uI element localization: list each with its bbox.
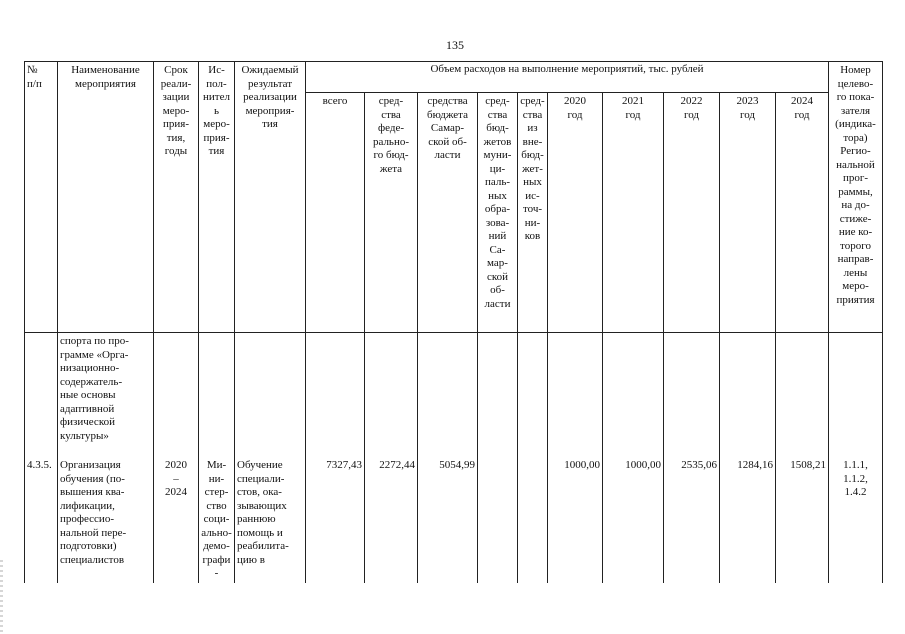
header-term: Срок реали- зации меро- прия- тия, годы (154, 62, 199, 333)
row-regional: 5054,99 (418, 457, 478, 583)
header-result: Ожидаемый результат реализации мероприя- тия (235, 62, 306, 333)
row-name: Организация обучения (по- вышения ква- лификации, профессио- нальной пере- подготовки) специалистов (58, 457, 154, 583)
row-total: 7327,43 (306, 457, 365, 583)
header-year-2020: 2020 год (548, 93, 603, 333)
header-num: № п/п (25, 62, 58, 333)
row-2022: 2535,06 (664, 457, 720, 583)
cell-regional (418, 333, 478, 458)
cell-extrabudget (518, 333, 548, 458)
expenses-table (24, 61, 883, 583)
row-2020: 1000,00 (548, 457, 603, 583)
header-federal: сред- ства феде- рально- го бюд- жета (365, 93, 418, 333)
cell-term (154, 333, 199, 458)
cell-num (25, 333, 58, 458)
header-expenses-group: Объем расходов на выполнение мероприятий, тыс. рублей (306, 62, 829, 93)
cell-result (235, 333, 306, 458)
header-regional: средства бюджета Самар- ской об- ласти (418, 93, 478, 333)
header-name: Наименование мероприятия (58, 62, 154, 333)
cell-2021 (603, 333, 664, 458)
cell-municipal (478, 333, 518, 458)
cell-total (306, 333, 365, 458)
cell-executor (199, 333, 235, 458)
table-row-4-3-5 (25, 457, 883, 583)
cell-2024 (776, 333, 829, 458)
row-extrabudget (518, 457, 548, 583)
row-municipal (478, 457, 518, 583)
cell-federal (365, 333, 418, 458)
row-2023: 1284,16 (720, 457, 776, 583)
row-num: 4.3.5. (25, 457, 58, 583)
cell-2023 (720, 333, 776, 458)
row-term: 2020 – 2024 (154, 457, 199, 583)
row-result: Обучение специали- стов, ока- зывающих раннюю помощь и реабилита- цию в (235, 457, 306, 583)
header-year-2024: 2024 год (776, 93, 829, 333)
cell-name: спорта по про- грамме «Орга- низационно- содержатель- ные основы адаптивной физической культуры» (58, 333, 154, 458)
row-federal: 2272,44 (365, 457, 418, 583)
page-number: 135 (446, 38, 464, 52)
header-year-2023: 2023 год (720, 93, 776, 333)
row-2021: 1000,00 (603, 457, 664, 583)
cell-indicator (829, 333, 883, 458)
table-header-row (25, 62, 883, 93)
row-2024: 1508,21 (776, 457, 829, 583)
header-year-2022: 2022 год (664, 93, 720, 333)
row-executor: Ми- ни- стер- ство соци- ально- демо- графи- (199, 457, 235, 583)
header-total: всего (306, 93, 365, 333)
header-executor: Ис- пол- нитель меро- прия- тия (199, 62, 235, 333)
cell-2022 (664, 333, 720, 458)
cell-2020 (548, 333, 603, 458)
row-indicator: 1.1.1, 1.1.2, 1.4.2 (829, 457, 883, 583)
table-row-continuation (25, 333, 883, 458)
header-indicator: Номер целево- го пока- зателя (индика- тора) Регио- нальной прог- раммы, на до- стиже- ние ко- торого направ- лены меро- приятия (829, 62, 883, 333)
header-extrabudget: сред- ства из вне- бюд- жет- ных ис- точ- ни- ков (518, 93, 548, 333)
header-municipal: сред- ства бюд- жетов муни- ци- паль- ных обра- зова- ний Са- мар- ской об- ласти (478, 93, 518, 333)
scan-artifact (0, 560, 3, 634)
header-year-2021: 2021 год (603, 93, 664, 333)
